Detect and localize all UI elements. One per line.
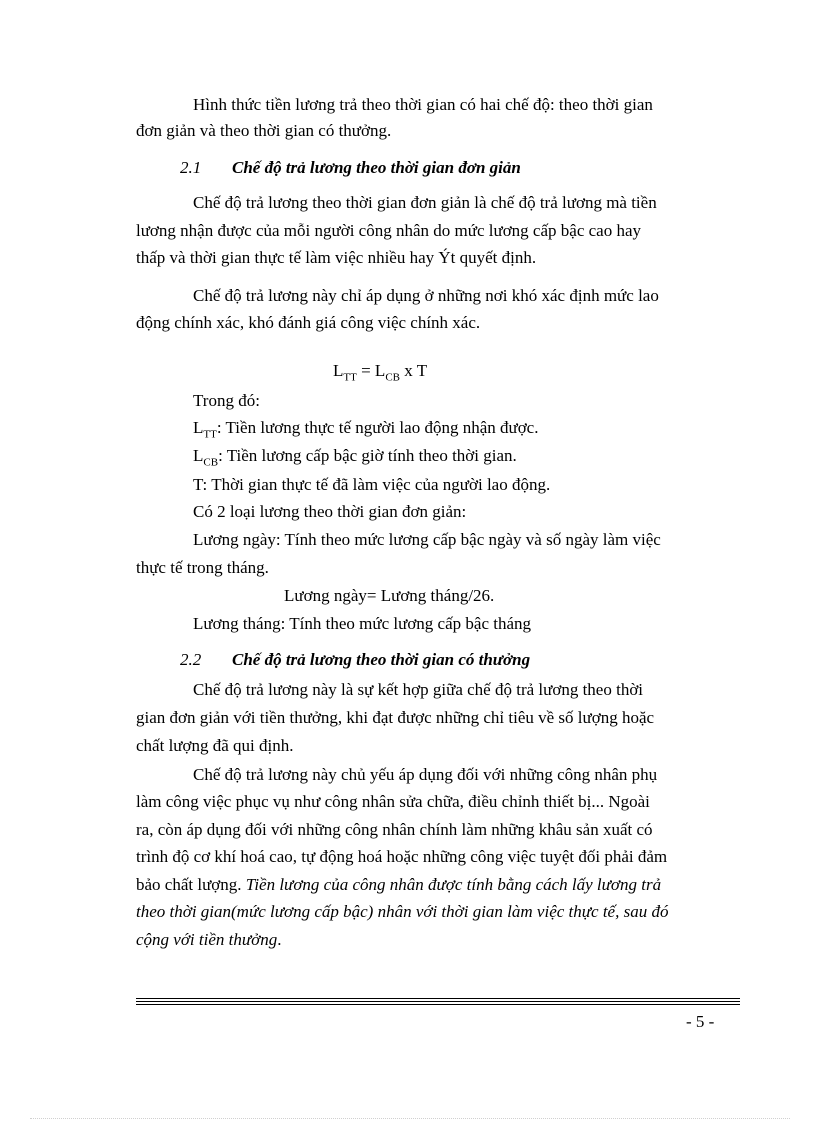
monthly-wage-line: Lương tháng: Tính theo mức lương cấp bậc tháng [193, 614, 532, 633]
section-number: 2.1 [180, 158, 202, 177]
section-title: Chế độ trả lương theo thời gian đơn giản [232, 158, 521, 177]
paragraph-line: động chính xác, khó đánh giá công việc chính xác. [136, 313, 481, 332]
daily-wage-line-1: Lương ngày: Tính theo mức lương cấp bậc ngày và số ngày làm việc [193, 530, 661, 549]
paragraph-line-mixed: bảo chất lượng. Tiền lương của công nhân được tính bằng cách lấy lương trả [136, 875, 662, 894]
intro-line-1: Hình thức tiền lương trả theo thời gian có hai chế độ: theo thời gian [193, 95, 653, 114]
section-heading-2-2 [180, 650, 530, 670]
paragraph-line: Chế độ trả lương này chủ yếu áp dụng đối với những công nhân phụ [193, 765, 658, 784]
definition-t: T: Thời gian thực tế đã làm việc của người lao động. [193, 475, 551, 494]
section-heading-2-1 [180, 158, 521, 178]
footer-rule [136, 998, 740, 999]
section-number: 2.2 [180, 650, 202, 669]
daily-wage-line-2: thực tế trong tháng. [136, 558, 269, 577]
paragraph-line: trình độ cơ khí hoá cao, tự động hoá hoặc những công việc tuyệt đối phải đảm [136, 847, 668, 866]
italic-line-end: cộng với tiền thưởng. [136, 930, 282, 949]
paragraph-line: thấp và thời gian thực tế làm việc nhiều hay Ýt quyết định. [136, 248, 537, 267]
definition-ltt: $L_{TT}$: Tiền lương thực tế người lao động nhận được. [193, 418, 539, 441]
types-line: Có 2 loại lương theo thời gian đơn giản: [193, 502, 467, 521]
italic-line: theo thời gian(mức lương cấp bậc) nhân với thời gian làm việc thực tế, sau đó [136, 902, 669, 921]
paragraph-line: ra, còn áp dụng đối với những công nhân chính làm những khâu sản xuất có [136, 820, 653, 839]
paragraph-line: Chế độ trả lương theo thời gian đơn giản là chế độ trả lương mà tiền [193, 193, 657, 212]
where-label: Trong đó: [193, 391, 260, 410]
paragraph-line: Chế độ trả lương này chỉ áp dụng ở những nơi khó xác định mức lao [193, 286, 659, 305]
footer-rule [136, 1001, 740, 1002]
footer-rule [136, 1004, 740, 1005]
page-number: - 5 - [686, 1012, 715, 1031]
definition-lcb: $L_{CB}$: Tiền lương cấp bậc giờ tính theo thời gian. [193, 446, 517, 469]
paragraph-line: chất lượng đã qui định. [136, 736, 294, 755]
paragraph-line: lương nhận được của mỗi người công nhân do mức lương cấp bậc cao hay [136, 221, 642, 240]
paragraph-line: gian đơn giản với tiền thưởng, khi đạt được những chỉ tiêu về số lượng hoặc [136, 708, 655, 727]
intro-line-2: đơn giản và theo thời gian có thưởng. [136, 121, 392, 140]
section-title: Chế độ trả lương theo thời gian có thưởng [232, 650, 531, 669]
daily-wage-formula: Lương ngày= Lương tháng/26. [284, 586, 495, 605]
paragraph-line: Chế độ trả lương này là sự kết hợp giữa chế độ trả lương theo thời [193, 680, 644, 699]
salary-formula: $L_{TT} = L_{CB}$ x T [333, 361, 428, 384]
page-edge-dotted-line [30, 1118, 790, 1119]
paragraph-line: làm công việc phục vụ như công nhân sửa chữa, điều chỉnh thiết bị... Ngoài [136, 792, 650, 811]
